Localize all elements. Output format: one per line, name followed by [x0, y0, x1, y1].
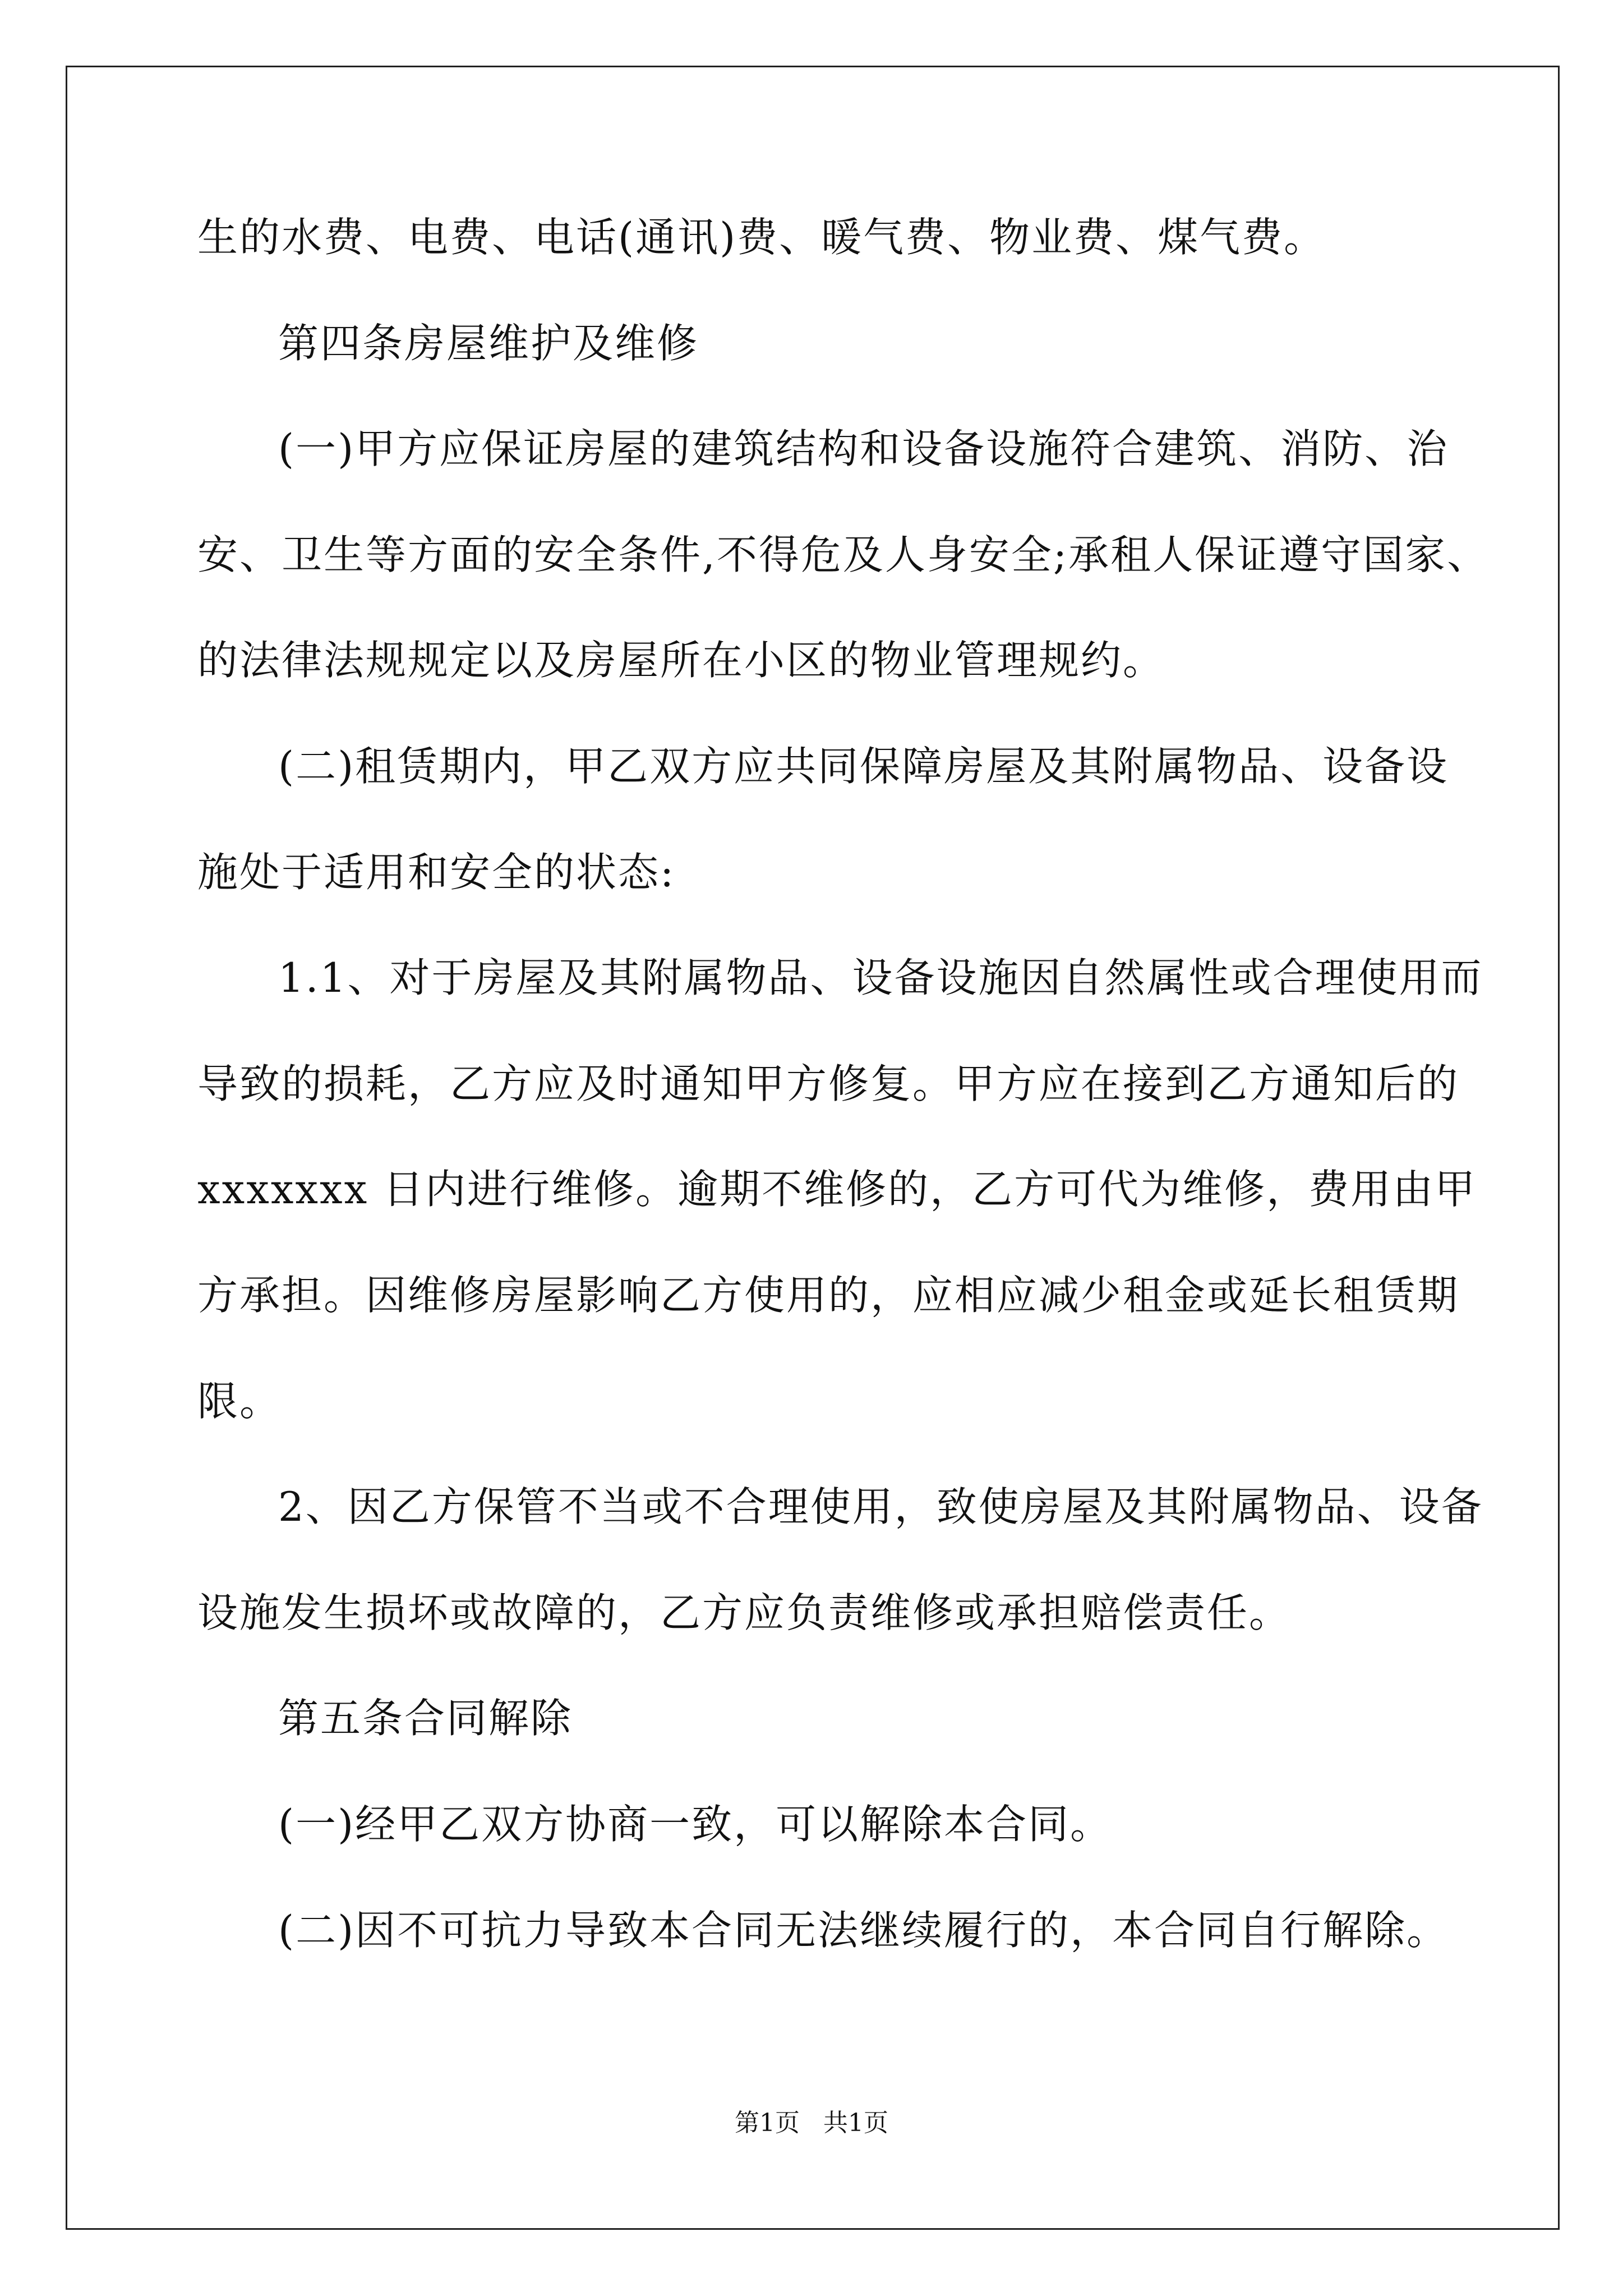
section-heading: 第五条合同解除 — [278, 1695, 573, 1742]
text-line: (一)甲方应保证房屋的建筑结构和设备设施符合建筑、消防、治 — [278, 425, 1449, 472]
text-line: xxxxxxx 日内进行维修。逾期不维修的，乙方可代为维修，费用由甲 — [197, 1166, 1477, 1213]
text-line: 安、卫生等方面的安全条件,不得危及人身安全;承租人保证遵守国家、 — [197, 531, 1490, 578]
section-heading: 第四条房屋维护及维修 — [278, 320, 699, 367]
text-line: 施处于适用和安全的状态: — [197, 849, 676, 896]
text-line: (一)经甲乙双方协商一致，可以解除本合同。 — [278, 1801, 1113, 1848]
text-line: 1.1、对于房屋及其附属物品、设备设施因自然属性或合理使用而 — [278, 954, 1483, 1001]
text-line: 设施发生损坏或故障的，乙方应负责维修或承担赔偿责任。 — [197, 1589, 1292, 1636]
text-line: 方承担。因维修房屋影响乙方使用的，应相应减少租金或延长租赁期 — [197, 1272, 1460, 1319]
text-line: (二)租赁期内，甲乙双方应共同保障房屋及其附属物品、设备设 — [278, 743, 1449, 790]
text-line: 2、因乙方保管不当或不合理使用，致使房屋及其附属物品、设备 — [278, 1483, 1483, 1530]
text-line: 导致的损耗，乙方应及时通知甲方修复。甲方应在接到乙方通知后的 — [197, 1060, 1460, 1107]
text-line: (二)因不可抗力导致本合同无法继续履行的，本合同自行解除。 — [278, 1907, 1449, 1954]
page-footer: 第1页 共1页 — [735, 2109, 888, 2137]
text-line: 生的水费、电费、电话(通讯)费、暖气费、物业费、煤气费。 — [197, 214, 1326, 261]
text-line: 的法律法规规定以及房屋所在小区的物业管理规约。 — [197, 637, 1165, 684]
text-line: 限。 — [197, 1378, 282, 1425]
